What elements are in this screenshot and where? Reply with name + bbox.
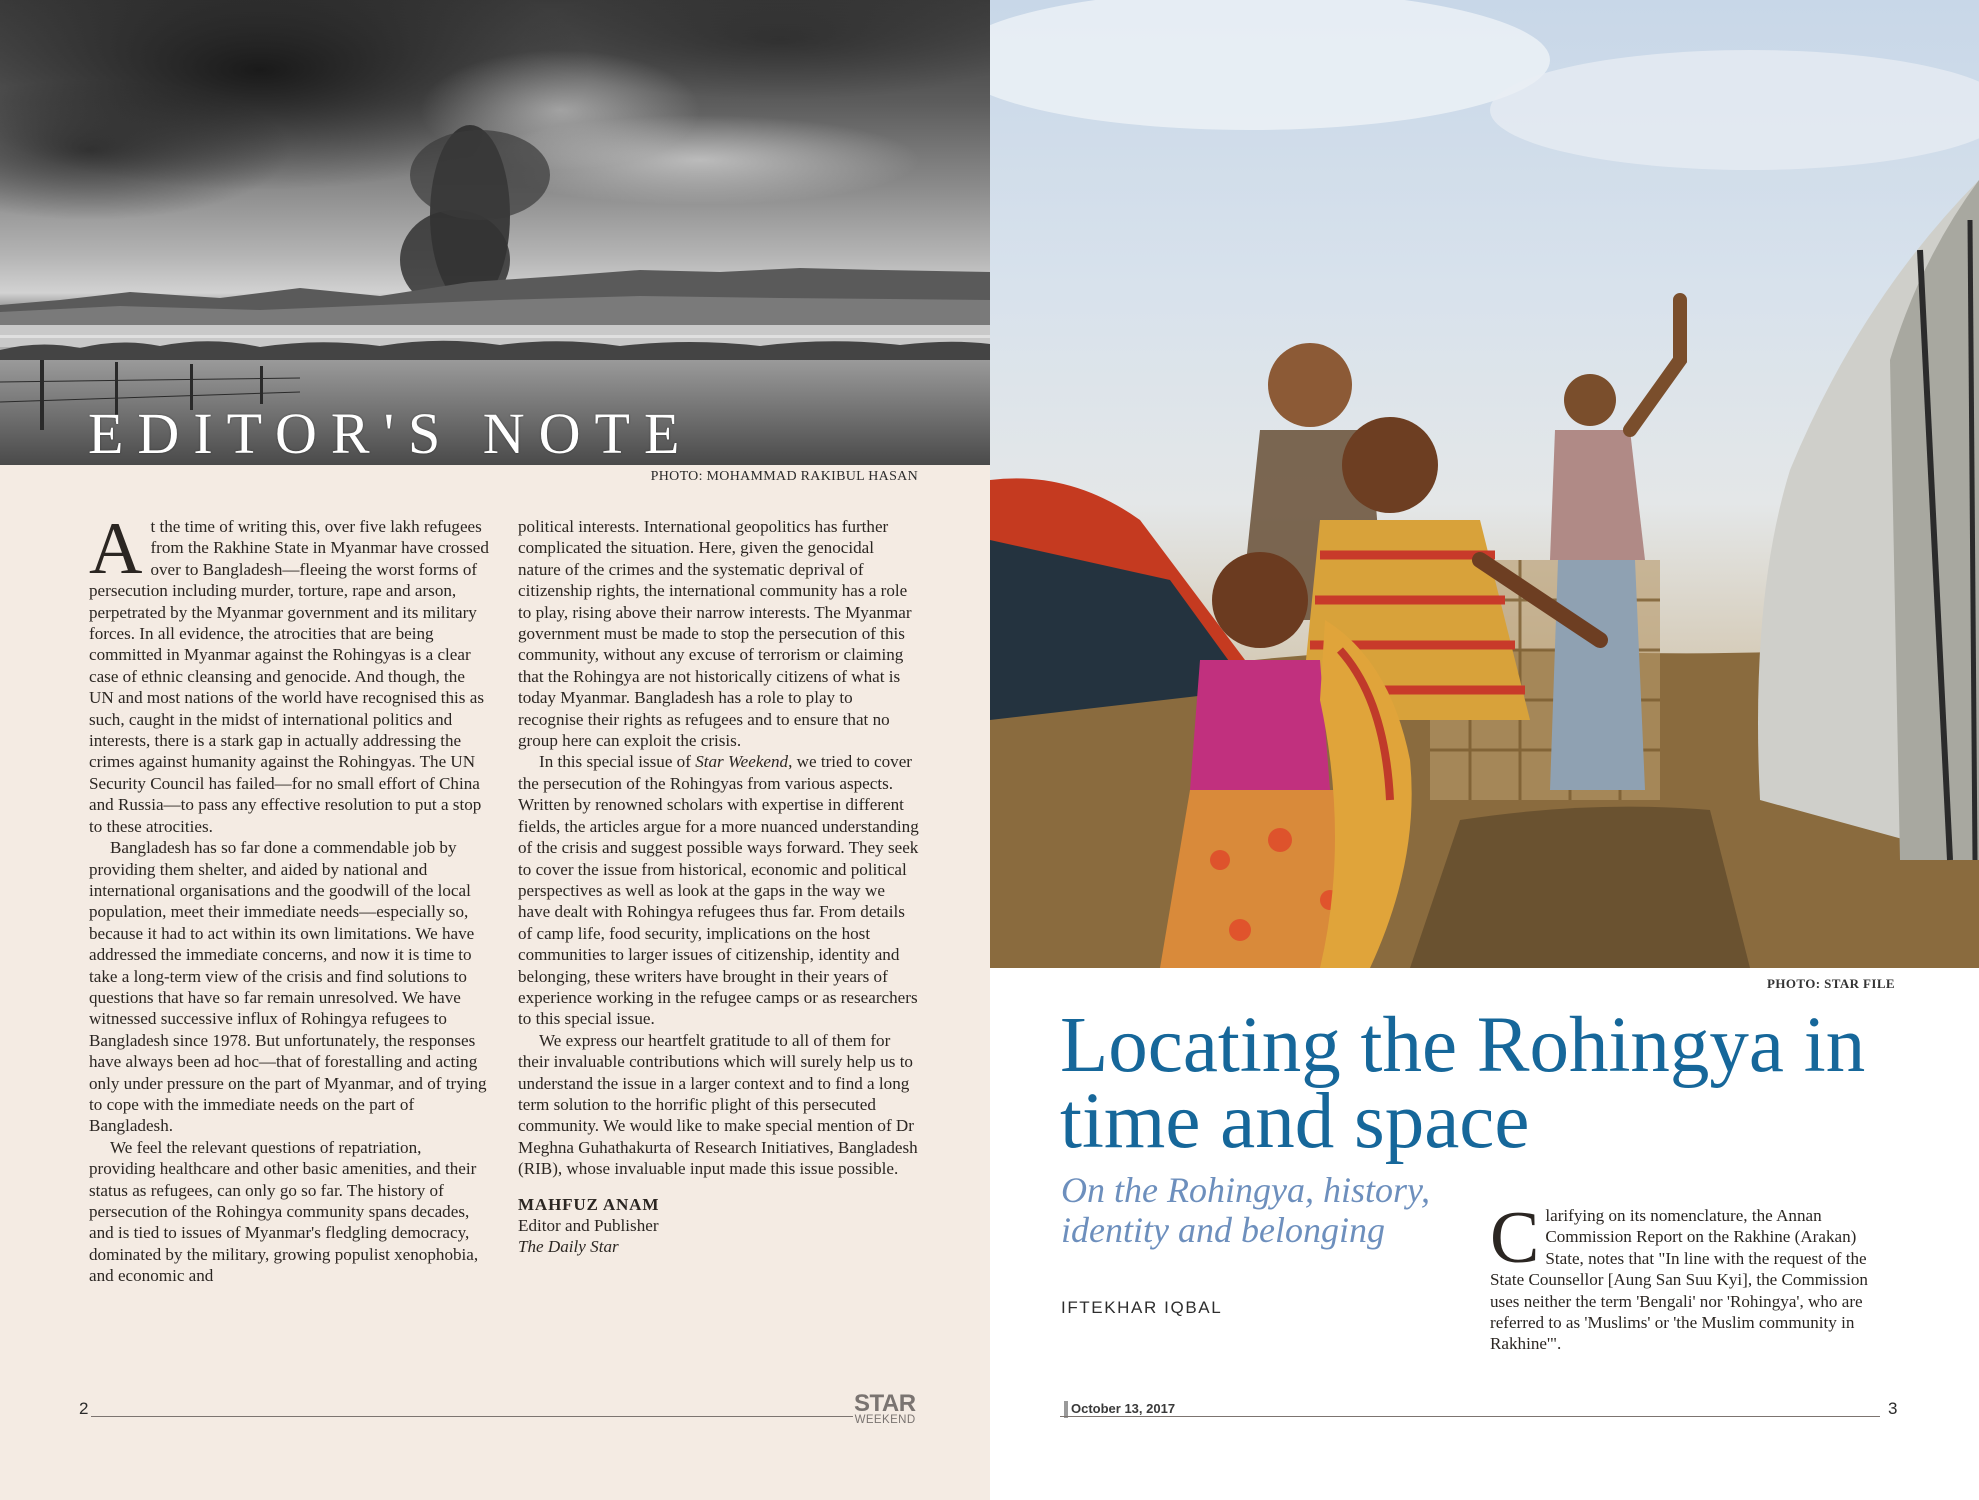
article-headline: Locating the Rohingya in time and space xyxy=(1060,1002,1866,1165)
intro-text: larifying on its nomenclature, the Annan Commission Report on the Rakhine (Arakan) State, notes that "In line with the request of the State Counsellor [Aung San Suu Kyi], the Commission uses neither the term 'Bengali' nor 'Rohingya', who are referred to as 'Muslims' or 'the Muslim community in Rakhine'". xyxy=(1490,1206,1868,1354)
paragraph: We feel the relevant questions of repatriation, providing healthcare and other basic amenities, and their status as refugees, can only go so far. The history of persecution of the Rohingya community spans decades, and is tied to issues of Myanmar's fledgling democracy, dominated by the military, growing populist xenophobia, and economic and xyxy=(89,1137,479,1286)
hero-photo-refugee-camp xyxy=(990,0,1979,968)
paragraph xyxy=(89,508,491,837)
footer-rule xyxy=(1060,1416,1880,1417)
paragraph-text: , we tried to cover the persecution of the Rohingyas from various aspects. Written by renowned scholars with expertise in different fields, the articles argue for a more nuanced understanding of the crisis and suggest possible ways forward. They seek to cover the issue from historical, economic and political perspectives as well as look at the gaps in the way we have dealt with Rohingya refugees thus far. From details of camp life, food security, implications on the host communities to larger issues of citizenship, identity and belonging, these writers have brought in their years of experience working in the refugee camps or as researchers to this special issue. xyxy=(518,752,919,1029)
paragraph xyxy=(518,751,920,1029)
footer-rule xyxy=(91,1416,853,1417)
page-number: 3 xyxy=(1888,1399,1898,1418)
article-column-1 xyxy=(89,508,491,1287)
article-deck: On the Rohingya, history, identity and belonging xyxy=(1061,1170,1430,1250)
signature-paper: The Daily Star xyxy=(518,1237,619,1257)
issue-date-bar xyxy=(1064,1400,1676,1420)
section-title: EDITOR'S NOTE xyxy=(88,401,694,465)
paragraph: Bangladesh has so far done a commendable job by providing them shelter, and aided by national and international organisations and the goodwill of the local population, meet their immediate needs—especially so, because it had to act within its own limitations. We have addressed the immediate concerns, and now it is time to take a long-term view of the crisis and find solutions to questions that have so far remain unresolved. We have witnessed successive influx of Rohingya refugees to Bangladesh since 1978. But unfortunately, the responses have always been ad hoc—that of forestalling and acting only under pressure on the part of Myanmar, and of trying to cope with the immediate needs on the part of Bangladesh. xyxy=(89,838,487,1136)
logo-weekend: WEEKEND xyxy=(854,1414,916,1426)
photo-credit: PHOTO: STAR FILE xyxy=(1767,976,1895,991)
signature-block xyxy=(518,1194,920,1258)
hero-photo-illustration xyxy=(0,0,990,465)
paragraph-text: t the time of writing this, over five lakh refugees from the Rakhine State in Myanmar have crossed over to Bangladesh—fleeing the worst forms of persecution including murder, torture, rape and arson, perpetrated by the Myanmar government and its military forces. In all evidence, the atrocities that are being committed in Myanmar against the Rohingyas is a clear case of ethnic cleansing and genocide. And though, the UN and most nations of the world have recognised this as such, caught in the midst of international politics and interests, there is a stark gap in actually addressing the crimes against humanity against the Rohingyas. The UN Security Council has failed—for no small effort of China and Russia—to pass any effective resolution to put a stop to these atrocities. xyxy=(89,517,489,836)
article-column-2 xyxy=(518,516,920,1258)
paragraph: political interests. International geopolitics has further complicated the situation. Here, given the genocidal nature of the crimes and the systematic deprival of citizenship rights, the international community has a role to play, rising above their narrow interests. The Myanmar government must be made to stop the persecution of this community, without any excuse of terrorism or claiming that the Rohingya are not historically citizens of what is today Myanmar. Bangladesh has a role to play to recognise their rights as refugees and to ensure that no group here can exploit the crisis. xyxy=(518,517,912,751)
logo-star: STAR xyxy=(854,1390,916,1417)
dropcap: C xyxy=(1490,1197,1540,1279)
signature-name: MAHFUZ ANAM xyxy=(518,1194,660,1214)
magazine-name: Star Weekend xyxy=(695,752,789,772)
page-number: 2 xyxy=(79,1399,89,1418)
star-weekend-logo xyxy=(854,1390,916,1426)
signature-role: Editor and Publisher xyxy=(518,1216,659,1235)
hero-photo-smoke-over-landscape xyxy=(0,0,990,465)
paragraph-text: In this special issue of xyxy=(539,752,696,772)
dropcap: A xyxy=(89,508,143,590)
right-page xyxy=(990,0,1979,1500)
issue-date: October 13, 2017 xyxy=(1071,1401,1176,1416)
hero-photo-illustration xyxy=(990,0,1979,968)
paragraph: We express our heartfelt gratitude to all of them for their invaluable contributions which will surely help us to understand the issue in a larger context and to find a long term solution to the horrific plight of this persecuted community. We would like to make special mention of Dr Meghna Guhathakurta of Research Initiatives, Bangladesh (RIB), whose invaluable input made this issue possible. xyxy=(518,1030,918,1179)
photo-credit: PHOTO: MOHAMMAD RAKIBUL HASAN xyxy=(650,469,918,484)
byline: IFTEKHAR IQBAL xyxy=(1061,1298,1223,1317)
article-intro xyxy=(1490,1197,1880,1355)
